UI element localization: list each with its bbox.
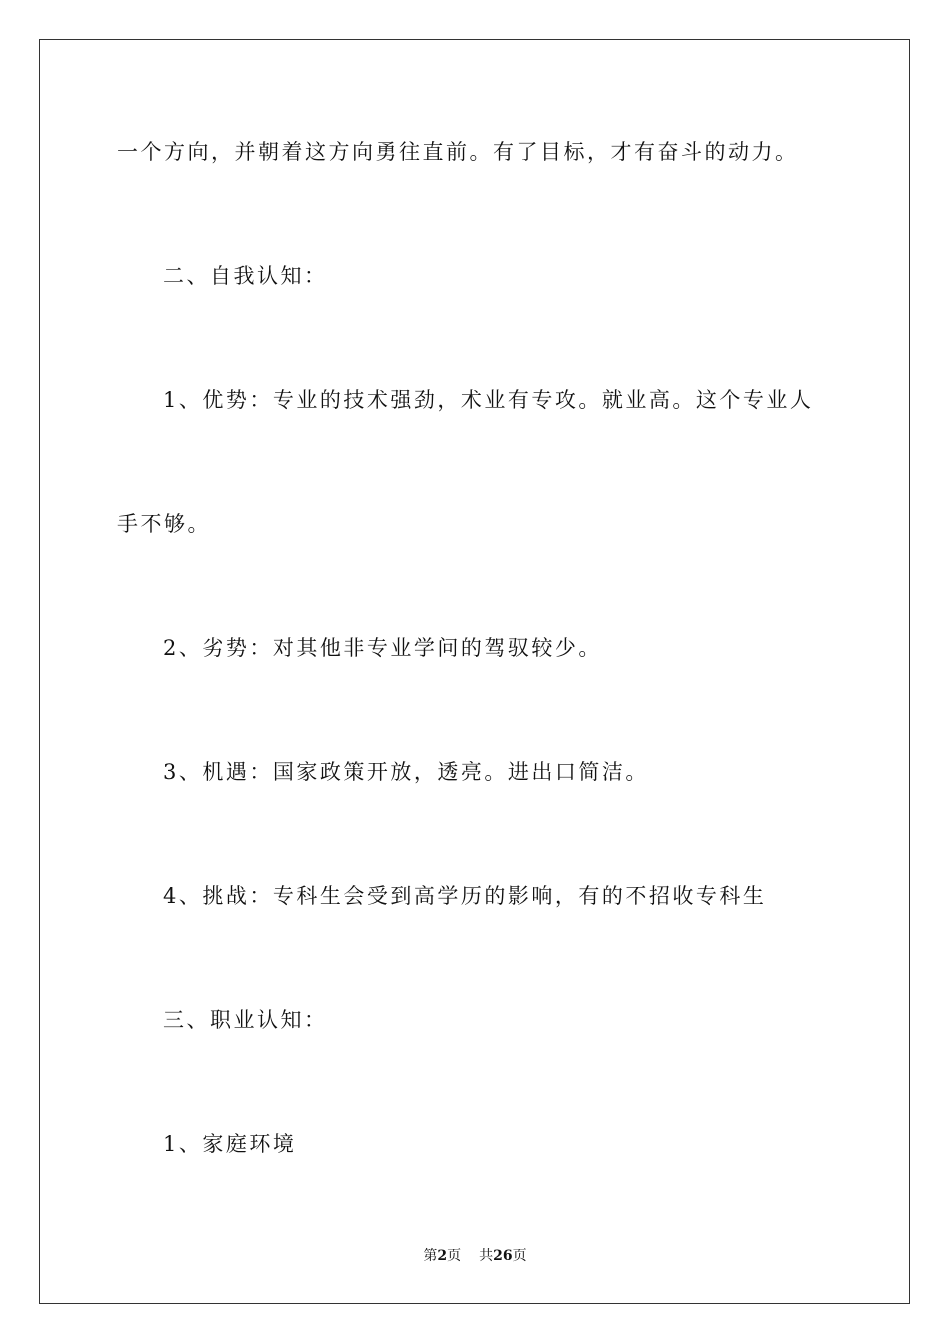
paragraph-opportunities: 3、机遇：国家政策开放，透亮。进出口简洁。 xyxy=(163,760,649,784)
page-footer xyxy=(0,1246,950,1266)
heading-career-awareness: 三、职业认知： xyxy=(163,1008,328,1032)
footer-total-suffix: 页 xyxy=(512,1248,527,1264)
heading-self-awareness: 二、自我认知： xyxy=(163,264,328,288)
footer-page-number: 2 xyxy=(437,1248,448,1264)
footer-total-pages: 26 xyxy=(493,1248,513,1264)
footer-page-prefix: 第 xyxy=(423,1248,438,1264)
paragraph-strengths: 1、优势：专业的技术强劲，术业有专攻。就业高。这个专业人 xyxy=(163,388,814,412)
footer-total-prefix: 共 xyxy=(479,1248,494,1264)
paragraph-continuation: 一个方向，并朝着这方向勇往直前。有了目标，才有奋斗的动力。 xyxy=(117,140,799,164)
paragraph-family-environment: 1、家庭环境 xyxy=(163,1132,297,1156)
paragraph-threats: 4、挑战：专科生会受到高学历的影响，有的不招收专科生 xyxy=(163,884,767,908)
footer-page-suffix: 页 xyxy=(447,1248,462,1264)
page-border xyxy=(39,39,910,1304)
paragraph-strengths-continued: 手不够。 xyxy=(117,512,211,536)
paragraph-weaknesses: 2、劣势：对其他非专业学问的驾驭较少。 xyxy=(163,636,602,660)
